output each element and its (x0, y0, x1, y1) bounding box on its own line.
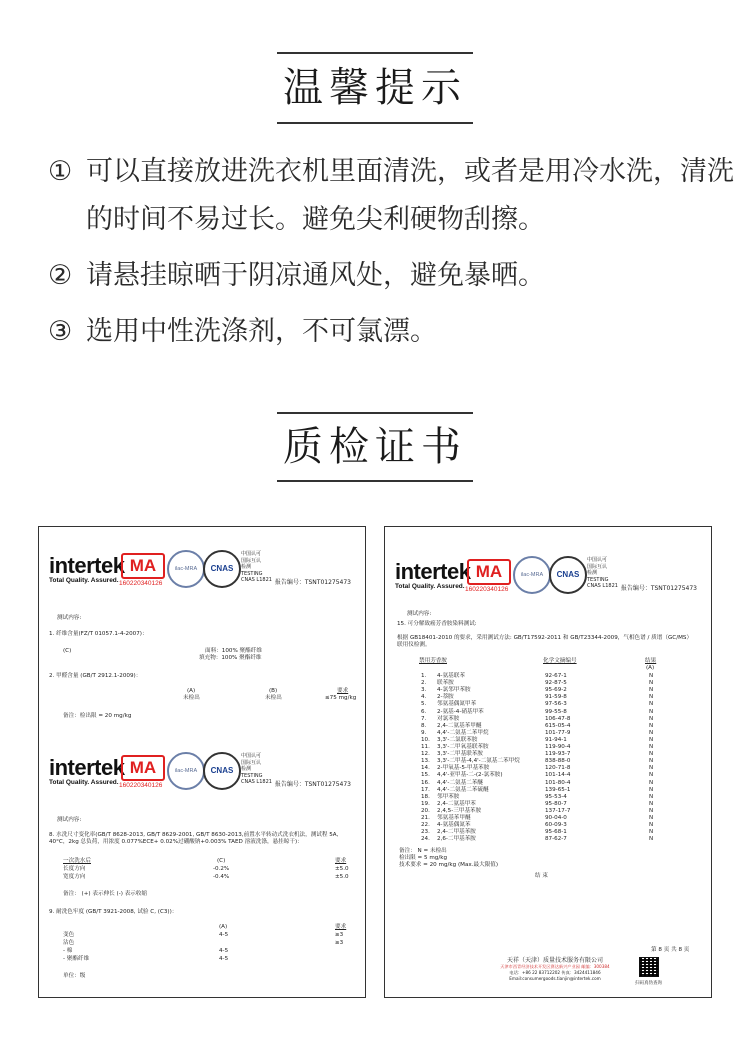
amine-row-number: 8. (421, 722, 427, 729)
amine-row-cas: 119-90-4 (545, 744, 571, 750)
amine-row-cas: 60-09-3 (545, 822, 567, 829)
cnas-logo: CNAS (203, 752, 241, 790)
report-number: 报告编号：TSNT01275473 (274, 579, 351, 586)
amine-row-name: 3,3'-二甲基-4,4'-二氨基二苯甲烷 (437, 758, 520, 765)
amine-row-number: 9. (421, 729, 427, 736)
tip-text: 选用中性洗涤剂，不可氯漂。 (86, 316, 437, 347)
qr-code-icon (639, 957, 659, 977)
amine-row-cas: 120-71-8 (545, 765, 571, 772)
amine-row-result: N (649, 744, 654, 750)
intertek-logo: intertek Total Quality. Assured. (395, 559, 471, 590)
amine-row-number: 20. (421, 807, 430, 814)
certificate-page-right (384, 526, 712, 998)
amine-row-result: N (649, 729, 654, 736)
formaldehyde-title: 2. 甲醛含量 (GB/T 2912.1-2009)： (49, 673, 142, 679)
amine-row-result: N (649, 758, 654, 765)
amine-row-cas: 838-88-0 (545, 758, 571, 765)
color-row-stain: 沾色 (63, 940, 75, 946)
fiber-sample: (C) (63, 648, 72, 654)
amine-row-number: 12. (421, 751, 430, 758)
amine-row-name: 4-氯邻甲苯胺 (437, 687, 471, 694)
amine-row-cas: 97-56-3 (545, 701, 567, 708)
fiber-title: 1. 纤维含量(FZ/T 01057.1-4-2007)： (49, 631, 148, 637)
amine-row-result: N (649, 822, 654, 829)
ma-number: 160220340126 (465, 586, 509, 593)
amine-row-result: N (649, 722, 654, 729)
amine-row-name: 3,3'-二甲氧基联苯胺 (437, 744, 489, 750)
amine-row-name: 4-氨基偶氮苯 (437, 822, 471, 829)
ma-number: 160220340126 (119, 782, 163, 789)
col-header-sample: (A) (646, 665, 655, 671)
ilac-mra-logo: ilac-MRA (167, 550, 205, 588)
aromatic-amine-title: 15. 可分解致癌芳香胺染料测试: (397, 621, 477, 627)
report-number: 报告编号：TSNT01275473 (274, 781, 351, 788)
amine-row-result: N (649, 736, 654, 743)
ma-number: 160220340126 (119, 580, 163, 587)
intertek-logo: intertek Total Quality. Assured. (49, 553, 125, 584)
wash-col-c: (C) (217, 858, 226, 864)
accreditation-text: 中国认可 国际互认 检测 TESTING CNAS L1821 (587, 557, 618, 589)
amine-row-cas: 95-69-2 (545, 687, 567, 694)
end-marker: 结 束 (535, 873, 548, 879)
amine-row-number: 13. (421, 758, 430, 765)
wash-note: 备注： (+) 表示伸长 (-) 表示收缩 (63, 891, 148, 897)
amine-row-cas: 139-65-1 (545, 786, 571, 793)
form-note: 备注：检出限 = 20 mg/kg (63, 713, 132, 719)
amine-row-name: 4,4'-二氨基二苯甲烷 (437, 729, 489, 736)
amine-row-number: 11. (421, 744, 430, 750)
wash-title: 8. 水洗尺寸变化率(GB/T 8628-2013, GB/T 8629-2001, GB/T 8630-2013,前置水平转动式洗衣机法，测试程 5A, 40°C，2kg 总负荷，用浓度 0.077%ECE+ 0.02%过硼酸钠+0.003% TAED 溶液洗涤，悬挂晾干)： (49, 832, 339, 845)
amine-row-name: 3,3'-二甲基联苯胺 (437, 751, 484, 758)
amine-row-result: N (649, 715, 654, 722)
tips-title: 温馨提示 (277, 52, 473, 124)
col-header-result: 结果 (645, 658, 657, 664)
amine-row-number: 6. (421, 708, 427, 715)
amine-row-number: 17. (421, 786, 430, 793)
accreditation-text: 中国认可 国际互认 检测 TESTING CNAS L1821 (241, 551, 272, 583)
amine-row-number: 1. (421, 673, 427, 679)
amine-row-cas: 101-14-4 (545, 772, 571, 779)
amine-row-result: N (649, 779, 654, 786)
wash-row-width-req: ±5.0 (335, 874, 349, 880)
tips-title-wrap (0, 52, 750, 124)
wash-row-width: 宽度方向 (63, 874, 86, 880)
amine-row-result: N (649, 793, 654, 800)
amine-row-number: 7. (421, 715, 427, 722)
amine-row-name: 4,4'-亚甲基-二-(2-氯苯胺) (437, 772, 503, 779)
amine-row-result: N (649, 687, 654, 694)
form-col-a: (A) (187, 688, 196, 694)
cnas-logo: CNAS (203, 550, 241, 588)
note-detection-limit: 检出限 = 5 mg/kg (399, 855, 448, 861)
amine-row-cas: 92-67-1 (545, 673, 567, 679)
amine-row-number: 23. (421, 829, 430, 836)
amine-row-number: 5. (421, 701, 427, 708)
ma-logo: MA (121, 755, 165, 781)
note-requirement: 技术要求 = 20 mg/kg (Max.最大限值) (399, 862, 499, 868)
cert-header (385, 553, 711, 605)
amine-row-result: N (649, 673, 654, 679)
fiber-line-2: 填充物：100% 聚酯纤维 (199, 655, 262, 661)
amine-row-cas: 101-77-9 (545, 729, 571, 736)
tip-number: ① (48, 156, 73, 187)
amine-row-number: 15. (421, 772, 430, 779)
ilac-mra-logo: ilac-MRA (513, 556, 551, 594)
amine-row-number: 16. (421, 779, 430, 786)
form-req-value: ≤75 mg/kg (325, 695, 357, 701)
amine-row-cas: 101-80-4 (545, 779, 571, 786)
ma-logo: MA (121, 553, 165, 579)
wash-row-length: 长度方向 (63, 866, 86, 872)
amine-row-cas: 95-68-1 (545, 829, 567, 836)
amine-row-name: 2,4,5-三甲基苯胺 (437, 807, 482, 814)
wash-header: 一次洗水后 (63, 858, 91, 864)
amine-row-result: N (649, 765, 654, 772)
amine-row-result: N (649, 786, 654, 793)
company-signature: 天祥（天津）质量技术服务有限公司 天津市西青经济技术开发区赛达新兴产业园 邮编：300384 电话：+86 22 83712202 传真：3424411846 Email:consumergoods.tianjin@intertek.com (500, 957, 610, 981)
wash-row-width-val: -0.4% (213, 874, 230, 880)
wash-req-label: 要求 (335, 858, 347, 864)
amine-row-result: N (649, 836, 654, 843)
amine-row-number: 10. (421, 736, 430, 743)
amine-row-number: 21. (421, 815, 430, 821)
tip-number: ② (48, 260, 73, 291)
fiber-line-1: 面料：100% 聚酯纤维 (205, 648, 262, 654)
amine-row-cas: 137-17-7 (545, 807, 571, 814)
color-row-cotton-val: 4-5 (219, 948, 229, 954)
color-row-cotton: - 棉 (63, 948, 73, 954)
amine-row-name: 2,4-二甲基苯胺 (437, 829, 476, 836)
amine-row-name: 2,6-二甲基苯胺 (437, 836, 476, 843)
color-row-change-val: 4-5 (219, 932, 229, 938)
test-content-label: 测试内容: (57, 615, 82, 621)
tip-item-1 (48, 148, 738, 244)
cert-header (39, 749, 365, 801)
wash-row-length-req: ±5.0 (335, 866, 349, 872)
amine-row-result: N (649, 772, 654, 779)
form-val-b: 未检出 (265, 695, 282, 701)
amine-row-name: 2-萘胺 (437, 694, 454, 701)
amine-row-result: N (649, 800, 654, 807)
note-undetected: 备注： N = 未检出 (399, 848, 447, 854)
tip-item-2 (48, 252, 738, 300)
test-content-label: 测试内容: (57, 817, 82, 823)
qr-caption: 扫码真伪查询 (635, 981, 662, 986)
amine-row-name: 4,4'-二氨基二苯硫醚 (437, 786, 489, 793)
colorfastness-title: 9. 耐洗色牢度 (GB/T 3921-2008, 试验 C, (C3))： (49, 909, 178, 915)
amine-row-cas: 92-87-5 (545, 680, 567, 687)
tip-item-3 (48, 308, 738, 356)
form-req-label: 要求 (337, 688, 349, 694)
test-content-label: 测试内容: (407, 611, 432, 617)
accreditation-text: 中国认可 国际互认 检测 TESTING CNAS L1821 (241, 753, 272, 785)
amine-row-name: 4-氨基联苯 (437, 673, 465, 679)
amine-row-name: 2-氨基-4-硝基甲苯 (437, 708, 484, 715)
page-number: 第 8 页 共 8 页 (651, 947, 690, 953)
amine-row-result: N (649, 708, 654, 715)
amine-row-cas: 90-04-0 (545, 815, 567, 821)
color-req-label: 要求 (335, 924, 347, 930)
cnas-logo: CNAS (549, 556, 587, 594)
amine-row-result: N (649, 680, 654, 687)
amine-row-cas: 106-47-8 (545, 715, 571, 722)
amine-row-result: N (649, 751, 654, 758)
amine-row-name: 2,4-二氨基甲苯 (437, 800, 476, 807)
amine-row-cas: 95-80-7 (545, 800, 567, 807)
amine-row-name: 4,4'-二氨基二苯醚 (437, 779, 484, 786)
amine-row-number: 4. (421, 694, 427, 701)
color-row-polyester-val: 4-5 (219, 956, 229, 962)
amine-row-name: 邻氨基苯甲醚 (437, 815, 471, 821)
intertek-logo: intertek Total Quality. Assured. (49, 755, 125, 786)
unit-label: 单位：级 (63, 973, 86, 979)
color-row-change-req: ≥3 (335, 932, 344, 938)
cert-title: 质检证书 (277, 412, 473, 482)
amine-row-number: 24. (421, 836, 430, 843)
report-number: 报告编号：TSNT01275473 (620, 585, 697, 592)
col-header-cas: 化学文摘编号 (543, 658, 577, 664)
amine-row-number: 2. (421, 680, 427, 687)
amine-row-number: 19. (421, 800, 430, 807)
amine-row-name: 邻甲苯胺 (437, 793, 460, 800)
amine-row-result: N (649, 701, 654, 708)
amine-row-result: N (649, 815, 654, 821)
amine-row-number: 22. (421, 822, 430, 829)
amine-row-cas: 87-62-7 (545, 836, 567, 843)
amine-row-number: 18. (421, 793, 430, 800)
tip-number: ③ (48, 316, 73, 347)
ilac-mra-logo: ilac-MRA (167, 752, 205, 790)
color-row-stain-req: ≥3 (335, 940, 344, 946)
wash-row-length-val: -0.2% (213, 866, 230, 872)
amine-row-cas: 615-05-4 (545, 722, 571, 729)
amine-row-name: 2,4-二氨基苯甲醚 (437, 722, 482, 729)
amine-row-cas: 95-53-4 (545, 793, 567, 800)
col-header-amine: 禁用芳香胺 (419, 658, 447, 664)
amine-row-cas: 91-59-8 (545, 694, 567, 701)
amine-row-name: 邻氨基偶氮甲苯 (437, 701, 477, 708)
tips-list (48, 148, 738, 364)
amine-row-cas: 119-93-7 (545, 751, 571, 758)
certificate-page-left (38, 526, 366, 998)
color-row-change: 变色 (63, 932, 75, 938)
color-col-a: (A) (219, 924, 228, 930)
amine-row-result: N (649, 694, 654, 701)
test-method: 根据 GB18401-2010 的要求，采用测试方法: GB/T17592-2011 和 GB/T23344-2009，气相色谱 / 质谱（GC/MS）联用仪检测。 (397, 635, 693, 648)
amine-row-name: 2-甲氧基-5-甲基苯胺 (437, 765, 490, 772)
ma-logo: MA (467, 559, 511, 585)
tip-text: 可以直接放进洗衣机里面清洗，或者是用冷水洗，清洗的时间不易过长。避免尖利硬物刮擦。 (86, 156, 734, 235)
amine-row-name: 对氯苯胺 (437, 715, 460, 722)
amine-row-number: 14. (421, 765, 430, 772)
amine-row-name: 联苯胺 (437, 680, 454, 687)
amine-row-cas: 91-94-1 (545, 736, 567, 743)
tip-text: 请悬挂晾晒于阴凉通风处，避免暴晒。 (86, 260, 545, 291)
form-col-b: (B) (269, 688, 278, 694)
cert-title-wrap (0, 412, 750, 482)
form-val-a: 未检出 (183, 695, 200, 701)
amine-row-cas: 99-55-8 (545, 708, 567, 715)
amine-row-number: 3. (421, 687, 427, 694)
color-row-polyester: - 聚酯纤维 (63, 956, 90, 962)
amine-row-result: N (649, 807, 654, 814)
cert-header (39, 547, 365, 599)
amine-row-result: N (649, 829, 654, 836)
amine-row-name: 3,3'-二氯联苯胺 (437, 736, 478, 743)
